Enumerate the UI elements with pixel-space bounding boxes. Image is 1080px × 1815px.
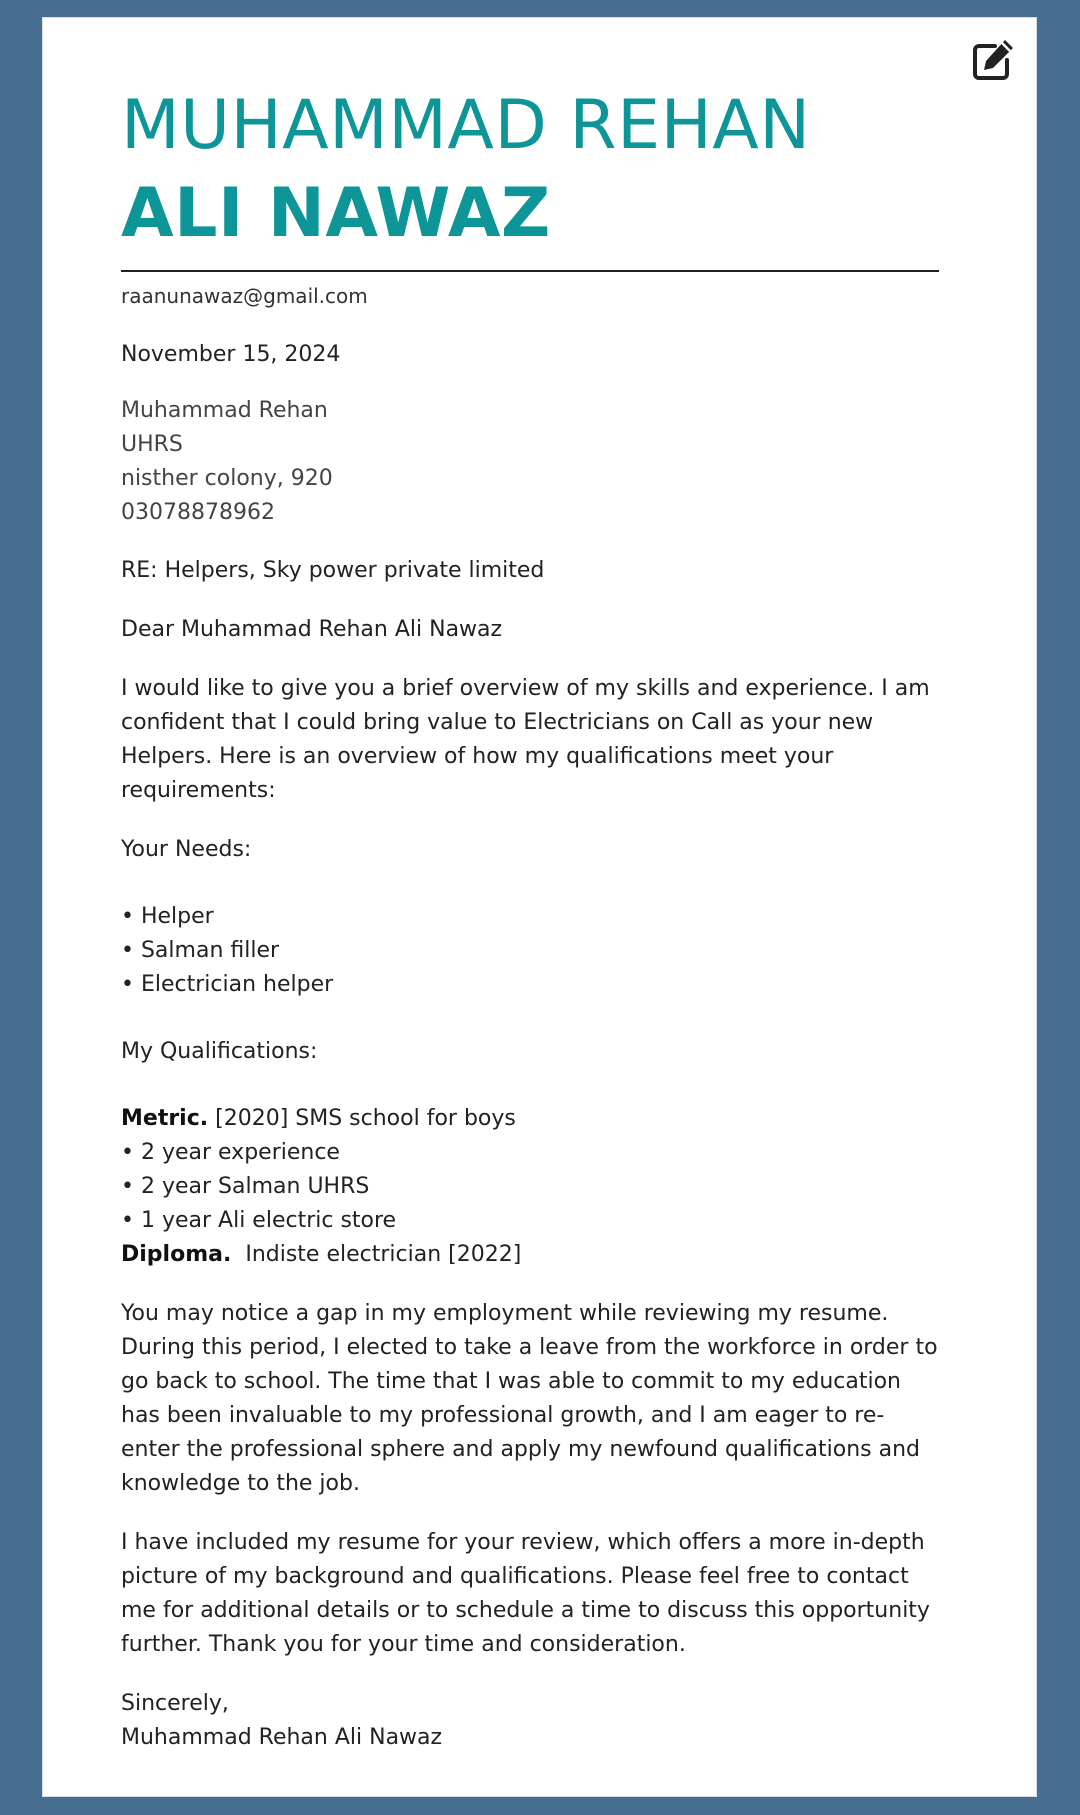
metric-label: Metric. [121, 1106, 209, 1131]
name-regular: MUHAMMAD REHAN [121, 86, 811, 165]
qualifications-list [121, 1102, 939, 1272]
applicant-name [121, 82, 939, 258]
closing: Sincerely, [121, 1691, 229, 1716]
letter-content [121, 82, 939, 1755]
list-item: • Electrician helper [121, 972, 334, 997]
diploma-label: Diploma. [121, 1242, 232, 1267]
needs-list [121, 900, 939, 1002]
recipient-name: Muhammad Rehan [121, 398, 328, 423]
diploma-text: Indiste electrician [2022] [231, 1242, 522, 1267]
edit-icon [971, 38, 1015, 82]
closing-block [121, 1687, 939, 1755]
recipient-address: nisther colony, 920 [121, 466, 333, 491]
list-item: • Helper [121, 904, 214, 929]
header-divider [121, 270, 939, 272]
salutation: Dear Muhammad Rehan Ali Nawaz [121, 617, 503, 642]
letter-date: November 15, 2024 [121, 342, 341, 367]
needs-heading: Your Needs: [121, 837, 252, 862]
name-bold: ALI NAWAZ [121, 174, 551, 253]
qualifications-heading: My Qualifications: [121, 1039, 318, 1064]
signature: Muhammad Rehan Ali Nawaz [121, 1725, 443, 1750]
list-item: • 1 year Ali electric store [121, 1208, 397, 1233]
letter-page [42, 17, 1037, 1797]
edit-button[interactable] [969, 36, 1017, 84]
recipient-block [121, 394, 939, 530]
employment-gap-paragraph: You may notice a gap in my employment while reviewing my resume. During this period, I elected to take a leave from the workforce in order to go back to school. The time that I was able to commit to my education has been invaluable to my professional growth, and I am eager to re-enter the professional sphere and apply my newfound qualifications and knowledge to the job. [121, 1301, 938, 1496]
applicant-email: raanunawaz@gmail.com [121, 284, 368, 308]
list-item: • 2 year Salman UHRS [121, 1174, 370, 1199]
metric-text: [2020] SMS school for boys [208, 1106, 516, 1131]
recipient-phone: 03078878962 [121, 500, 275, 525]
resume-paragraph: I have included my resume for your review, which offers a more in-depth picture of my background and qualifications. Please feel free to contact me for additional details or to schedule a time to discuss this opportunity further. Thank you for your time and consideration. [121, 1530, 930, 1657]
list-item: • 2 year experience [121, 1140, 340, 1165]
re-line: RE: Helpers, Sky power private limited [121, 558, 545, 583]
diploma-line [121, 1238, 939, 1272]
metric-line [121, 1102, 939, 1136]
intro-paragraph: I would like to give you a brief overview of my skills and experience. I am confident that I could bring value to Electricians on Call as your new Helpers. Here is an overview of how my qualifications meet your requirements: [121, 676, 930, 803]
recipient-company: UHRS [121, 432, 183, 457]
list-item: • Salman filler [121, 938, 280, 963]
